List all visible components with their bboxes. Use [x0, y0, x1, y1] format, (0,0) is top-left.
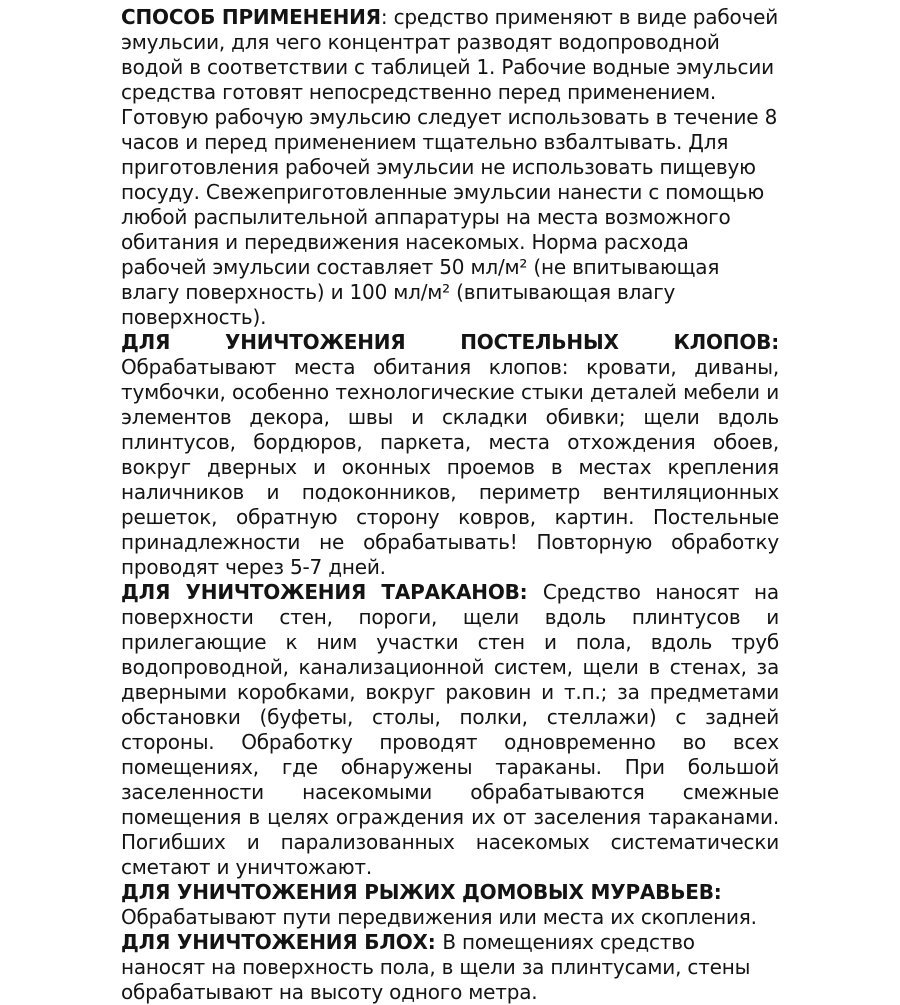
section-body-method-of-application: : средство применяют в виде рабочей эмульсии, для чего концентрат разводят водопроводной водой в соответствии с таблицей 1. Рабочие водные эмульсии средства готовят непосредственно перед применением. Готовую рабочую эмульсию следует использовать в течение 8 часов и перед применением тщательно взбалтывать. Для приготовления рабочей эмульсии не использовать пищевую посуду. Свежеприготовленные эмульсии нанести с помощью любой распылительной аппаратуры на места возможного обитания и передвижения насекомых. Норма расхода рабочей эмульсии составляет 50 мл/м² (не впитывающая влагу поверхность) и 100 мл/м² (впитывающая влагу поверхность). [121, 5, 779, 329]
section-heading-bed-bugs: ДЛЯ УНИЧТОЖЕНИЯ ПОСТЕЛЬНЫХ КЛОПОВ: [121, 330, 779, 354]
section-ants [121, 880, 779, 930]
section-body-fleas: В помещениях средство наносят на поверхность пола, в щели за плинтусами, стены обрабатывают на высоту одного метра. [121, 930, 751, 1004]
section-heading-fleas: ДЛЯ УНИЧТОЖЕНИЯ БЛОХ: [121, 930, 443, 954]
section-heading-ants: ДЛЯ УНИЧТОЖЕНИЯ РЫЖИХ ДОМОВЫХ МУРАВЬЕВ: [121, 880, 722, 904]
section-heading-cockroaches: ДЛЯ УНИЧТОЖЕНИЯ ТАРАКАНОВ: [121, 580, 543, 604]
section-body-cockroaches: Средство наносят на поверхности стен, пороги, щели вдоль плинтусов и прилегающие к ним участки стен и пола, вдоль труб водопроводной, канализационной систем, щели в стенах, за дверными коробками, вокруг раковин и т.п.; за предметами обстановки (буфеты, столы, полки, стеллажи) с задней стороны. Обработку проводят одновременно во всех помещениях, где обнаружены тараканы. При большой заселенности насекомыми обрабатываются смежные помещения в целях ограждения их от заселения тараканами. Погибших и парализованных насекомых систематически сметают и уничтожают. [121, 580, 779, 879]
usage-instructions-text [121, 5, 779, 1005]
section-bed-bugs [121, 330, 779, 580]
section-heading-method-of-application: СПОСОБ ПРИМЕНЕНИЯ [121, 5, 381, 29]
section-body-bed-bugs: Обрабатывают места обитания клопов: кровати, диваны, тумбочки, особенно технологические стыки деталей мебели и элементов декора, швы и складки обивки; щели вдоль плинтусов, бордюров, паркета, места отхождения обоев, вокруг дверных и оконных проемов в местах крепления наличников и подоконников, периметр вентиляционных решеток, обратную сторону ковров, картин. Постельные принадлежности не обрабатывать! Повторную обработку проводят через 5-7 дней. [121, 355, 779, 579]
section-cockroaches [121, 580, 779, 880]
section-method-of-application [121, 5, 779, 330]
section-fleas [121, 930, 779, 1005]
section-body-ants: Обрабатывают пути передвижения или места их скопления. [121, 905, 757, 929]
